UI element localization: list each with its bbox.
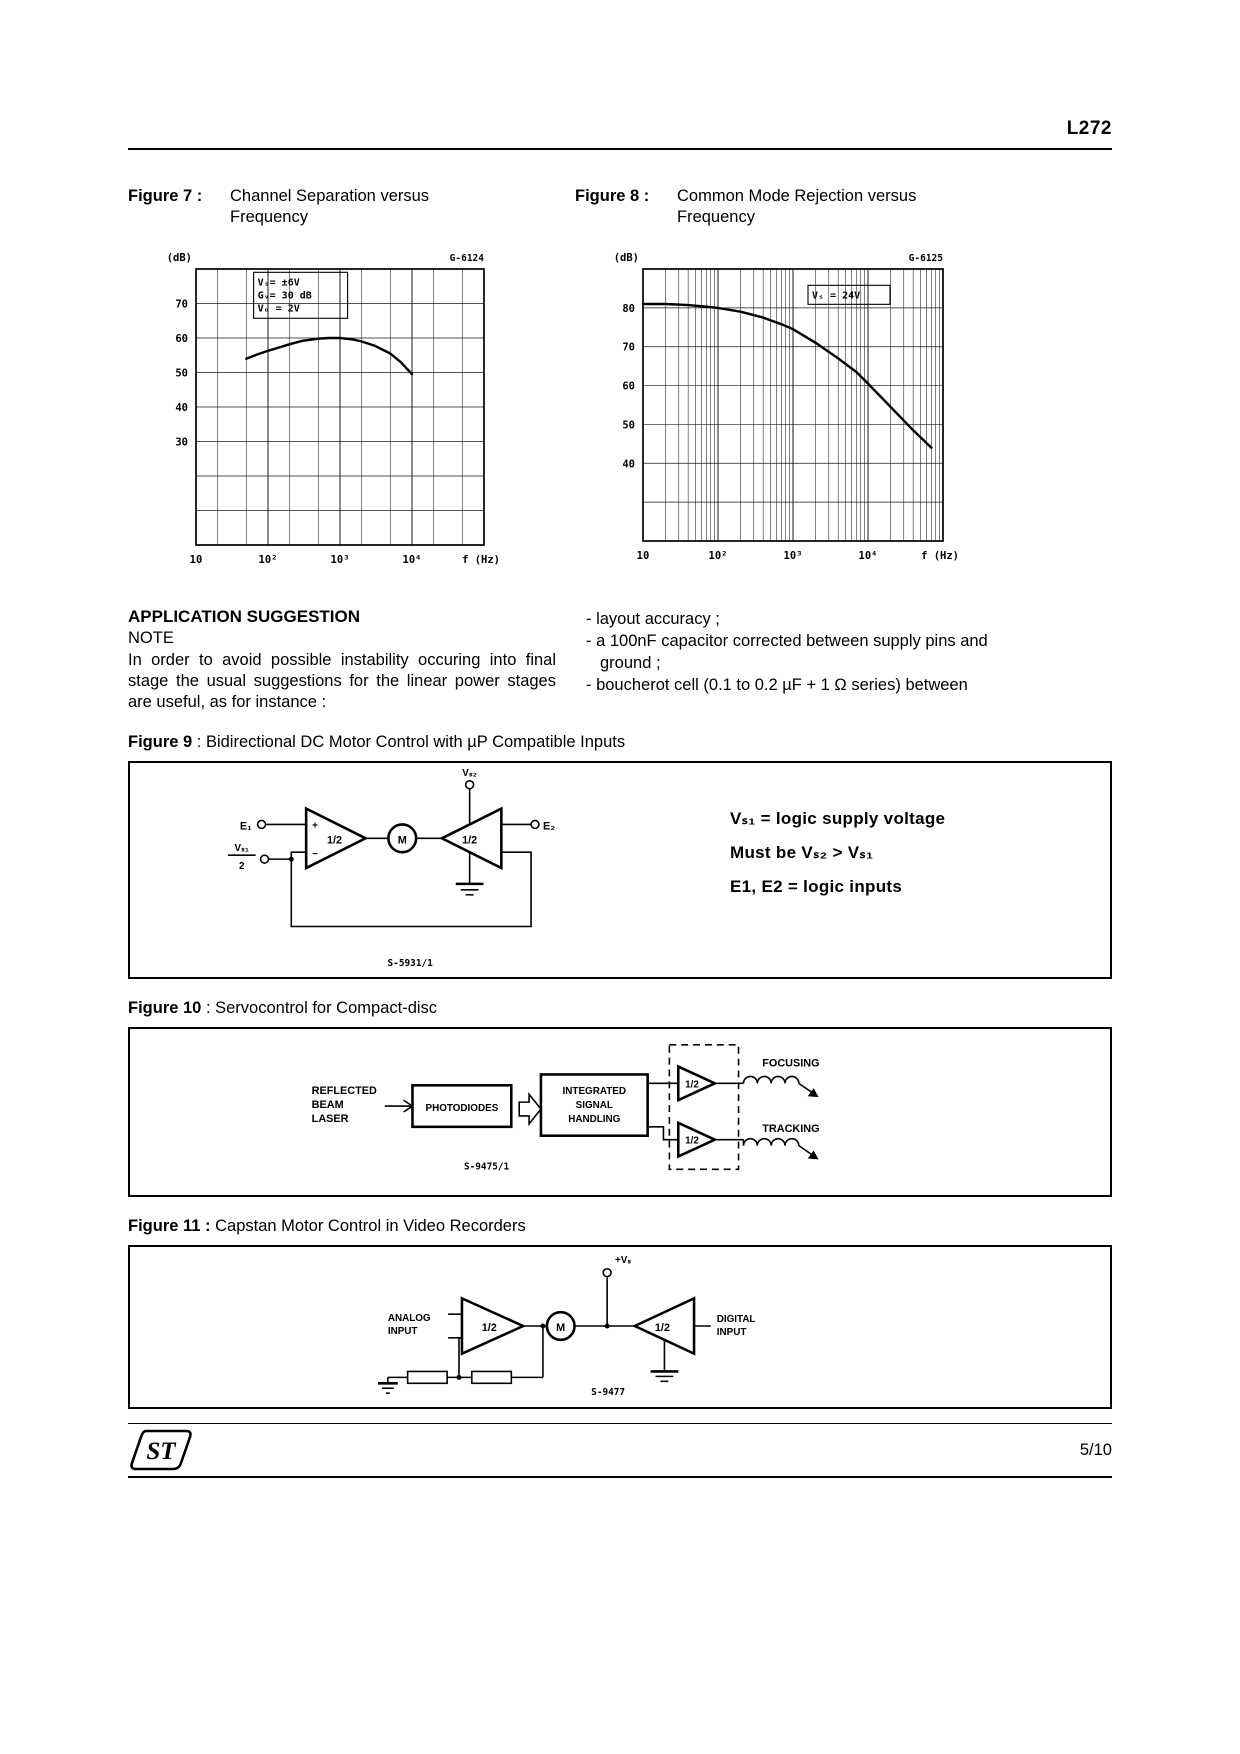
digital-line1: DIGITAL (716, 1314, 756, 1326)
application-right-column (586, 607, 1018, 713)
application-suggestion (128, 607, 1112, 713)
opamp-right-label: 1/2 (462, 834, 478, 847)
application-left-column (128, 607, 556, 713)
digital-input-label (717, 1314, 756, 1338)
ish-line3: HANDLING (568, 1114, 621, 1126)
figure7-title-line1: Channel Separation versus (230, 187, 430, 205)
focusing-coil (743, 1077, 798, 1084)
page-number: 5/10 (1079, 1440, 1112, 1459)
svg-text:10²: 10² (258, 553, 278, 566)
svg-text:10³: 10³ (330, 553, 350, 566)
svg-text:f (Hz): f (Hz) (462, 553, 500, 566)
svg-text:Vₛ = 24V: Vₛ = 24V (812, 290, 861, 302)
opamp-left (462, 1299, 547, 1354)
figure10-box (128, 1027, 1112, 1197)
vs-terminal (603, 1255, 631, 1329)
figure9-separator: : (192, 733, 206, 752)
svg-text:70: 70 (175, 298, 188, 311)
figure9-schematic-code: S-5931/1 (387, 958, 433, 970)
figure9-note-line: E1, E2 = logic inputs (730, 877, 903, 897)
svg-text:30: 30 (175, 436, 188, 449)
signal-handling-block (541, 1075, 648, 1136)
minus-input-mark: − (312, 849, 318, 861)
figure11-schematic-code: S-9477 (591, 1387, 626, 1399)
vs-label: +Vₛ (615, 1255, 632, 1267)
e2-label: E₂ (542, 820, 556, 833)
svg-text:G-6125: G-6125 (908, 252, 943, 264)
vref-numerator: Vₛ₁ (234, 843, 249, 855)
figure9-title: Bidirectional DC Motor Control with µP Compatible Inputs (205, 733, 626, 752)
plus-input-mark: + (312, 820, 318, 832)
figure8-section (575, 186, 1112, 579)
figure9-box (128, 761, 1112, 979)
focusing-label: FOCUSING (762, 1057, 820, 1070)
opamp-left-label: 1/2 (481, 1322, 497, 1335)
figure9-note-line: Must be Vₛ₂ > Vₛ₁ (730, 843, 874, 863)
svg-text:40: 40 (175, 401, 188, 414)
figure9-label: Figure 9 (128, 733, 193, 752)
doc-id: L272 (1066, 118, 1112, 139)
analog-line1: ANALOG (387, 1313, 431, 1325)
analog-input-label (388, 1313, 462, 1338)
tracking-label: TRACKING (762, 1122, 820, 1135)
figure7-title (230, 186, 429, 229)
figure7-title-line2: Frequency (230, 208, 308, 227)
figure10-title: Servocontrol for Compact-disc (215, 999, 438, 1018)
opamp-left (306, 809, 365, 868)
vs2-terminal (462, 768, 477, 824)
figure10-caption (128, 999, 1112, 1018)
st-logo (128, 1427, 194, 1473)
laser-source-label (312, 1085, 377, 1125)
figure9-note-line: Vₛ₁ = logic supply voltage (730, 809, 946, 829)
laser-line1: REFLECTED (311, 1085, 377, 1098)
motor (547, 1312, 635, 1340)
svg-text:(dB): (dB) (613, 251, 639, 264)
application-body: In order to avoid possible instability occuring into final stage the usual suggestions for the linear power stages are useful, as for instance : (128, 650, 556, 712)
svg-text:Vₛ= ±6V: Vₛ= ±6V (257, 277, 300, 289)
svg-text:60: 60 (622, 380, 635, 393)
figure7-section (128, 186, 575, 579)
ground-symbol-right (651, 1340, 679, 1381)
svg-text:10⁴: 10⁴ (858, 549, 878, 562)
focusing-actuator (715, 1058, 820, 1098)
figure8-label: Figure 8 : (575, 187, 650, 205)
tracking-coil (743, 1139, 798, 1146)
svg-text:60: 60 (175, 332, 188, 345)
figure7-caption (128, 186, 575, 229)
opamp-right (635, 1299, 711, 1354)
svg-text:G-6124: G-6124 (449, 252, 484, 264)
svg-text:80: 80 (622, 302, 635, 315)
vref-denominator: 2 (238, 861, 245, 873)
footer (128, 1423, 1112, 1478)
figure11-caption (128, 1217, 1112, 1236)
svg-text:10³: 10³ (783, 549, 803, 562)
motor (366, 825, 442, 853)
figure11-diagram (130, 1247, 1106, 1407)
doc-header (128, 118, 1112, 150)
bullet-item: - a 100nF capacitor corrected between supply pins and ground ; (586, 632, 988, 672)
charts-row (128, 186, 1112, 579)
opamp-right (442, 809, 501, 868)
bullet-item: - boucherot cell (0.1 to 0.2 µF + 1 Ω series) between (586, 676, 968, 695)
svg-text:Gᵥ= 30 dB: Gᵥ= 30 dB (257, 290, 312, 302)
tracking-amp-label: 1/2 (685, 1135, 699, 1147)
figure10-label: Figure 10 (128, 999, 202, 1018)
ground-symbol-left (378, 1378, 398, 1394)
figure8-caption (575, 186, 1112, 229)
figure11-box (128, 1245, 1112, 1409)
figure8-title-line1: Common Mode Rejection versus (677, 187, 917, 205)
figure8-title-line2: Frequency (677, 208, 755, 227)
digital-line2: INPUT (716, 1327, 747, 1339)
figure11-label: Figure 11 : (128, 1217, 211, 1236)
laser-line3: LASER (311, 1113, 349, 1126)
motor-label: M (556, 1322, 566, 1335)
figure8-title (677, 186, 916, 229)
analog-line2: INPUT (387, 1326, 418, 1338)
application-heading: APPLICATION SUGGESTION (128, 606, 361, 626)
svg-text:40: 40 (622, 458, 635, 471)
laser-arrow (385, 1100, 413, 1112)
vs2-label: Vₛ₂ (462, 768, 477, 780)
block-arrow (519, 1094, 541, 1124)
svg-text:10: 10 (636, 549, 650, 562)
figure9-notes (730, 763, 945, 977)
figure11-title: Capstan Motor Control in Video Recorders (215, 1217, 526, 1236)
dual-amp-dashed-box (648, 1045, 739, 1170)
svg-text:10: 10 (189, 553, 203, 566)
ish-line1: INTEGRATED (562, 1086, 627, 1098)
svg-text:50: 50 (622, 419, 635, 432)
tracking-actuator (715, 1123, 820, 1160)
e1-terminal (240, 821, 306, 833)
figure7-label: Figure 7 : (128, 187, 203, 205)
e2-terminal (501, 821, 555, 833)
ish-line2: SIGNAL (575, 1100, 613, 1112)
svg-text:70: 70 (622, 341, 635, 354)
focus-amp-label: 1/2 (685, 1079, 699, 1091)
application-note: NOTE (128, 628, 174, 647)
st-logo-text: ST (146, 1438, 176, 1466)
vref-terminal (228, 843, 306, 872)
figure8-chart (597, 245, 961, 575)
opamp-right-label: 1/2 (654, 1322, 670, 1335)
figure10-diagram (130, 1029, 1106, 1195)
svg-text:50: 50 (175, 367, 188, 380)
svg-text:Vₒ = 2V: Vₒ = 2V (257, 303, 300, 315)
opamp-left-label: 1/2 (326, 834, 343, 847)
figure7-chart (150, 245, 502, 579)
svg-text:f (Hz): f (Hz) (921, 549, 959, 562)
svg-text:(dB): (dB) (166, 251, 192, 264)
photodiodes-block (412, 1086, 511, 1128)
laser-line2: BEAM (311, 1099, 344, 1112)
ground-symbol (456, 852, 484, 895)
figure9-diagram (130, 763, 730, 979)
e1-label: E₁ (239, 820, 252, 833)
motor-label: M (397, 834, 407, 847)
figure9-caption (128, 733, 1112, 752)
figure10-separator: : (201, 999, 216, 1018)
svg-text:10⁴: 10⁴ (402, 553, 422, 566)
bullet-item: - layout accuracy ; (586, 609, 720, 628)
figure10-schematic-code: S-9475/1 (464, 1161, 510, 1173)
photodiodes-label: PHOTODIODES (425, 1103, 499, 1115)
svg-text:10²: 10² (708, 549, 728, 562)
